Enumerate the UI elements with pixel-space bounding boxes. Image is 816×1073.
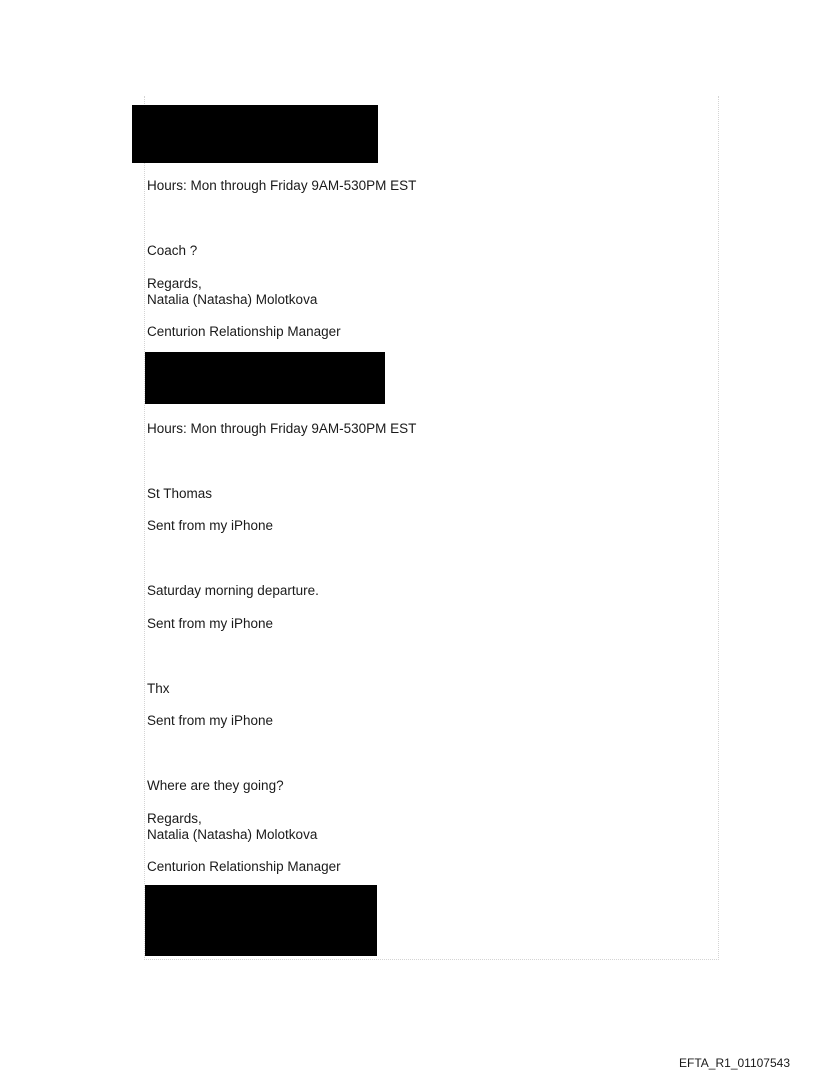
message-text: Thx <box>147 681 170 696</box>
iphone-signature: Sent from my iPhone <box>147 616 274 631</box>
hours-line: Hours: Mon through Friday 9AM-530PM EST <box>147 178 417 193</box>
iphone-signature: Sent from my iPhone <box>147 713 274 728</box>
message-text: Where are they going? <box>147 778 284 793</box>
regards-line: Regards, <box>147 811 202 826</box>
iphone-signature: Sent from my iPhone <box>147 518 274 533</box>
regards-line: Regards, <box>147 276 202 291</box>
message-text: Coach ? <box>147 243 198 258</box>
hours-line: Hours: Mon through Friday 9AM-530PM EST <box>147 421 417 436</box>
document-id: EFTA_R1_01107543 <box>679 1056 790 1070</box>
sender-title: Centurion Relationship Manager <box>147 324 341 339</box>
message-text: Saturday morning departure. <box>147 583 319 598</box>
redaction-block <box>132 105 378 163</box>
sender-name: Natalia (Natasha) Molotkova <box>147 292 318 307</box>
redaction-block <box>145 885 377 956</box>
message-text: St Thomas <box>147 486 213 501</box>
redaction-block <box>145 352 385 404</box>
sender-title: Centurion Relationship Manager <box>147 859 341 874</box>
sender-name: Natalia (Natasha) Molotkova <box>147 827 318 842</box>
